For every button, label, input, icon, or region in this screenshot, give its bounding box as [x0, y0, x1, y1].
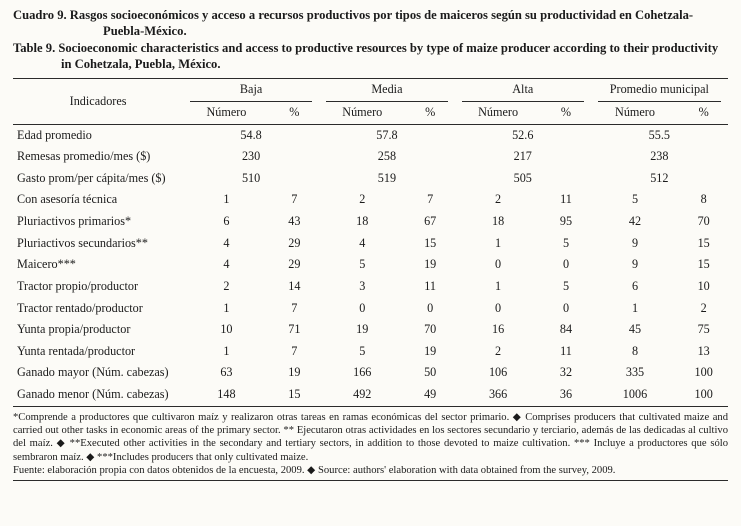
row-label: Pluriactivos primarios* [17, 214, 132, 229]
value-cell: 15 [270, 384, 319, 406]
value-cell: 505 [513, 170, 532, 185]
row-label: Con asesoría técnica [17, 192, 118, 207]
value-cell: 11 [424, 278, 437, 293]
value-cell: 9 [631, 257, 639, 272]
value-cell: 4 [223, 235, 230, 250]
table-row [13, 384, 728, 406]
value-cell: 5 [631, 192, 639, 207]
value-cell: 512 [650, 170, 669, 185]
value-cell: 100 [694, 365, 713, 380]
value-cell: 14 [288, 278, 301, 293]
value-cell: 2 [495, 192, 502, 207]
value-cell: 5 [562, 235, 570, 250]
value-cell: 18 [356, 214, 369, 229]
row-label: Maicero*** [17, 257, 76, 272]
value-cell: 19 [288, 365, 301, 380]
value-cell: 1006 [591, 384, 680, 406]
subheader-pct-baja: % [270, 102, 319, 124]
value-cell: 75 [697, 322, 710, 337]
value-cell: 5 [359, 343, 366, 358]
table-title-english: Table 9. Socioeconomic characteristics and access to productive resources by type of maize producer according to their productivity in Cohetzala, Puebla, México. [13, 41, 719, 72]
value-cell: 55.5 [648, 127, 670, 142]
value-cell: 7 [291, 192, 298, 207]
subheader-pct-media: % [406, 102, 455, 124]
value-cell: 258 [377, 149, 397, 164]
value-cell: 42 [628, 214, 642, 229]
value-cell: 0 [495, 300, 502, 315]
table-row [13, 168, 728, 190]
row-label: Pluriactivos secundarios** [17, 235, 148, 250]
group-header-media: Media [319, 79, 455, 102]
value-cell: 36 [541, 384, 590, 406]
value-cell: 15 [697, 257, 710, 272]
value-cell: 5 [562, 278, 570, 293]
value-cell: 106 [488, 365, 508, 380]
source-note: Fuente: elaboración propia con datos obtenidos de la encuesta, 2009. ◆ Source: authors' elaboration with data obtained from the survey, 2009. [13, 464, 616, 476]
table-row [13, 211, 728, 233]
footnotes-text: *Comprende a productores que cultivaron maíz y realizaron otras tareas en ramas económicas del sector primario. ◆ Comprises producers that cultivated maize and carried out other tasks in economic areas of the primary sector. ** Ejecutaron otras actividades en los sectores secundario y terciario, además de las dedicadas al cultivo del maíz. ◆ **Executed other activities in the secondary and tertiary sectors, in addition to those devoted to maize cultivation. *** Incluye a productores que sólo sembraron maíz. ◆ ***Includes producers that only cultivated maize. [13, 411, 728, 463]
value-cell: 6 [631, 278, 639, 293]
value-cell: 0 [359, 300, 366, 315]
value-cell: 0 [562, 300, 570, 315]
value-cell: 70 [424, 322, 437, 337]
value-cell: 1 [495, 278, 502, 293]
subheader-numero-promedio: Número [591, 102, 680, 124]
table-row [13, 276, 728, 298]
value-cell: 335 [625, 365, 645, 380]
value-cell: 5 [359, 257, 366, 272]
row-label: Ganado mayor (Núm. cabezas) [17, 365, 169, 380]
row-label: Gasto prom/per cápita/mes ($) [17, 170, 166, 185]
value-cell: 7 [291, 343, 298, 358]
value-cell: 71 [288, 322, 301, 337]
value-cell: 43 [288, 214, 301, 229]
value-cell: 57.8 [376, 127, 398, 142]
value-cell: 50 [424, 365, 437, 380]
value-cell: 100 [679, 384, 728, 406]
row-label: Yunta propia/productor [17, 322, 131, 337]
value-cell: 19 [356, 322, 369, 337]
value-cell: 492 [319, 384, 406, 406]
table-row [13, 124, 728, 146]
value-cell: 32 [559, 365, 573, 380]
value-cell: 2 [359, 192, 366, 207]
value-cell: 1 [495, 235, 502, 250]
value-cell: 52.6 [512, 127, 534, 142]
value-cell: 15 [424, 235, 437, 250]
value-cell: 7 [291, 300, 298, 315]
value-cell: 8 [631, 343, 639, 358]
value-cell: 49 [406, 384, 455, 406]
value-cell: 519 [377, 170, 397, 185]
value-cell: 10 [697, 278, 710, 293]
value-cell: 2 [223, 278, 230, 293]
value-cell: 15 [697, 235, 710, 250]
row-label: Tractor propio/productor [17, 278, 139, 293]
subheader-pct-alta: % [541, 102, 590, 124]
subheader-pct-promedio: % [679, 102, 728, 124]
table-row [13, 233, 728, 255]
row-label: Edad promedio [17, 127, 92, 142]
value-cell: 84 [559, 322, 573, 337]
value-cell: 1 [223, 343, 230, 358]
value-cell: 238 [650, 149, 669, 164]
value-cell: 3 [359, 278, 366, 293]
value-cell: 510 [241, 170, 261, 185]
value-cell: 29 [288, 257, 301, 272]
value-cell: 70 [697, 214, 710, 229]
value-cell: 2 [495, 343, 502, 358]
value-cell: 166 [353, 365, 372, 380]
group-header-row [13, 79, 728, 102]
value-cell: 11 [560, 192, 572, 207]
value-cell: 7 [427, 192, 434, 207]
value-cell: 19 [424, 257, 437, 272]
indicators-header: Indicadores [13, 79, 183, 124]
value-cell: 8 [700, 192, 707, 207]
subheader-numero-media: Número [319, 102, 406, 124]
table-row [13, 254, 728, 276]
group-header-alta: Alta [455, 79, 591, 102]
value-cell: 366 [455, 384, 542, 406]
value-cell: 67 [424, 214, 437, 229]
value-cell: 1 [631, 300, 639, 315]
value-cell: 13 [697, 343, 710, 358]
value-cell: 4 [359, 235, 366, 250]
value-cell: 54.8 [240, 127, 262, 142]
table-header [13, 79, 728, 124]
value-cell: 9 [631, 235, 639, 250]
value-cell: 29 [288, 235, 301, 250]
row-label: Remesas promedio/mes ($) [17, 149, 151, 164]
subheader-numero-alta: Número [455, 102, 542, 124]
value-cell: 0 [562, 257, 570, 272]
value-cell: 148 [183, 384, 270, 406]
value-cell: 11 [560, 343, 572, 358]
value-cell: 1 [223, 192, 230, 207]
value-cell: 6 [223, 214, 230, 229]
value-cell: 2 [700, 300, 707, 315]
value-cell: 18 [491, 214, 505, 229]
value-cell: 1 [223, 300, 230, 315]
value-cell: 4 [223, 257, 230, 272]
group-header-baja: Baja [183, 79, 319, 102]
table-row [13, 298, 728, 320]
table-row [13, 319, 728, 341]
value-cell: 95 [559, 214, 573, 229]
value-cell: 10 [220, 322, 233, 337]
table-body [13, 124, 728, 406]
value-cell: 217 [513, 149, 532, 164]
value-cell: 19 [424, 343, 437, 358]
data-table [13, 78, 728, 406]
value-cell: 0 [427, 300, 434, 315]
value-cell: 0 [495, 257, 502, 272]
row-label: Tractor rentado/productor [17, 300, 143, 315]
value-cell: 45 [628, 322, 642, 337]
value-cell: 16 [491, 322, 505, 337]
table-title-spanish: Cuadro 9. Rasgos socioeconómicos y acceso a recursos productivos por tipos de maiceros según su productividad en Cohetzala-Puebla-México. [13, 8, 694, 39]
table-row [13, 146, 728, 168]
row-label: Ganado menor (Núm. cabezas) [13, 384, 183, 406]
bottom-rule [13, 480, 728, 481]
table-row [13, 189, 728, 211]
value-cell: 230 [241, 149, 261, 164]
row-label: Yunta rentada/productor [17, 343, 136, 358]
value-cell: 63 [220, 365, 233, 380]
table-row [13, 341, 728, 363]
table-row [13, 362, 728, 384]
group-header-promedio-municipal: Promedio municipal [591, 79, 728, 102]
subheader-numero-baja: Número [183, 102, 270, 124]
